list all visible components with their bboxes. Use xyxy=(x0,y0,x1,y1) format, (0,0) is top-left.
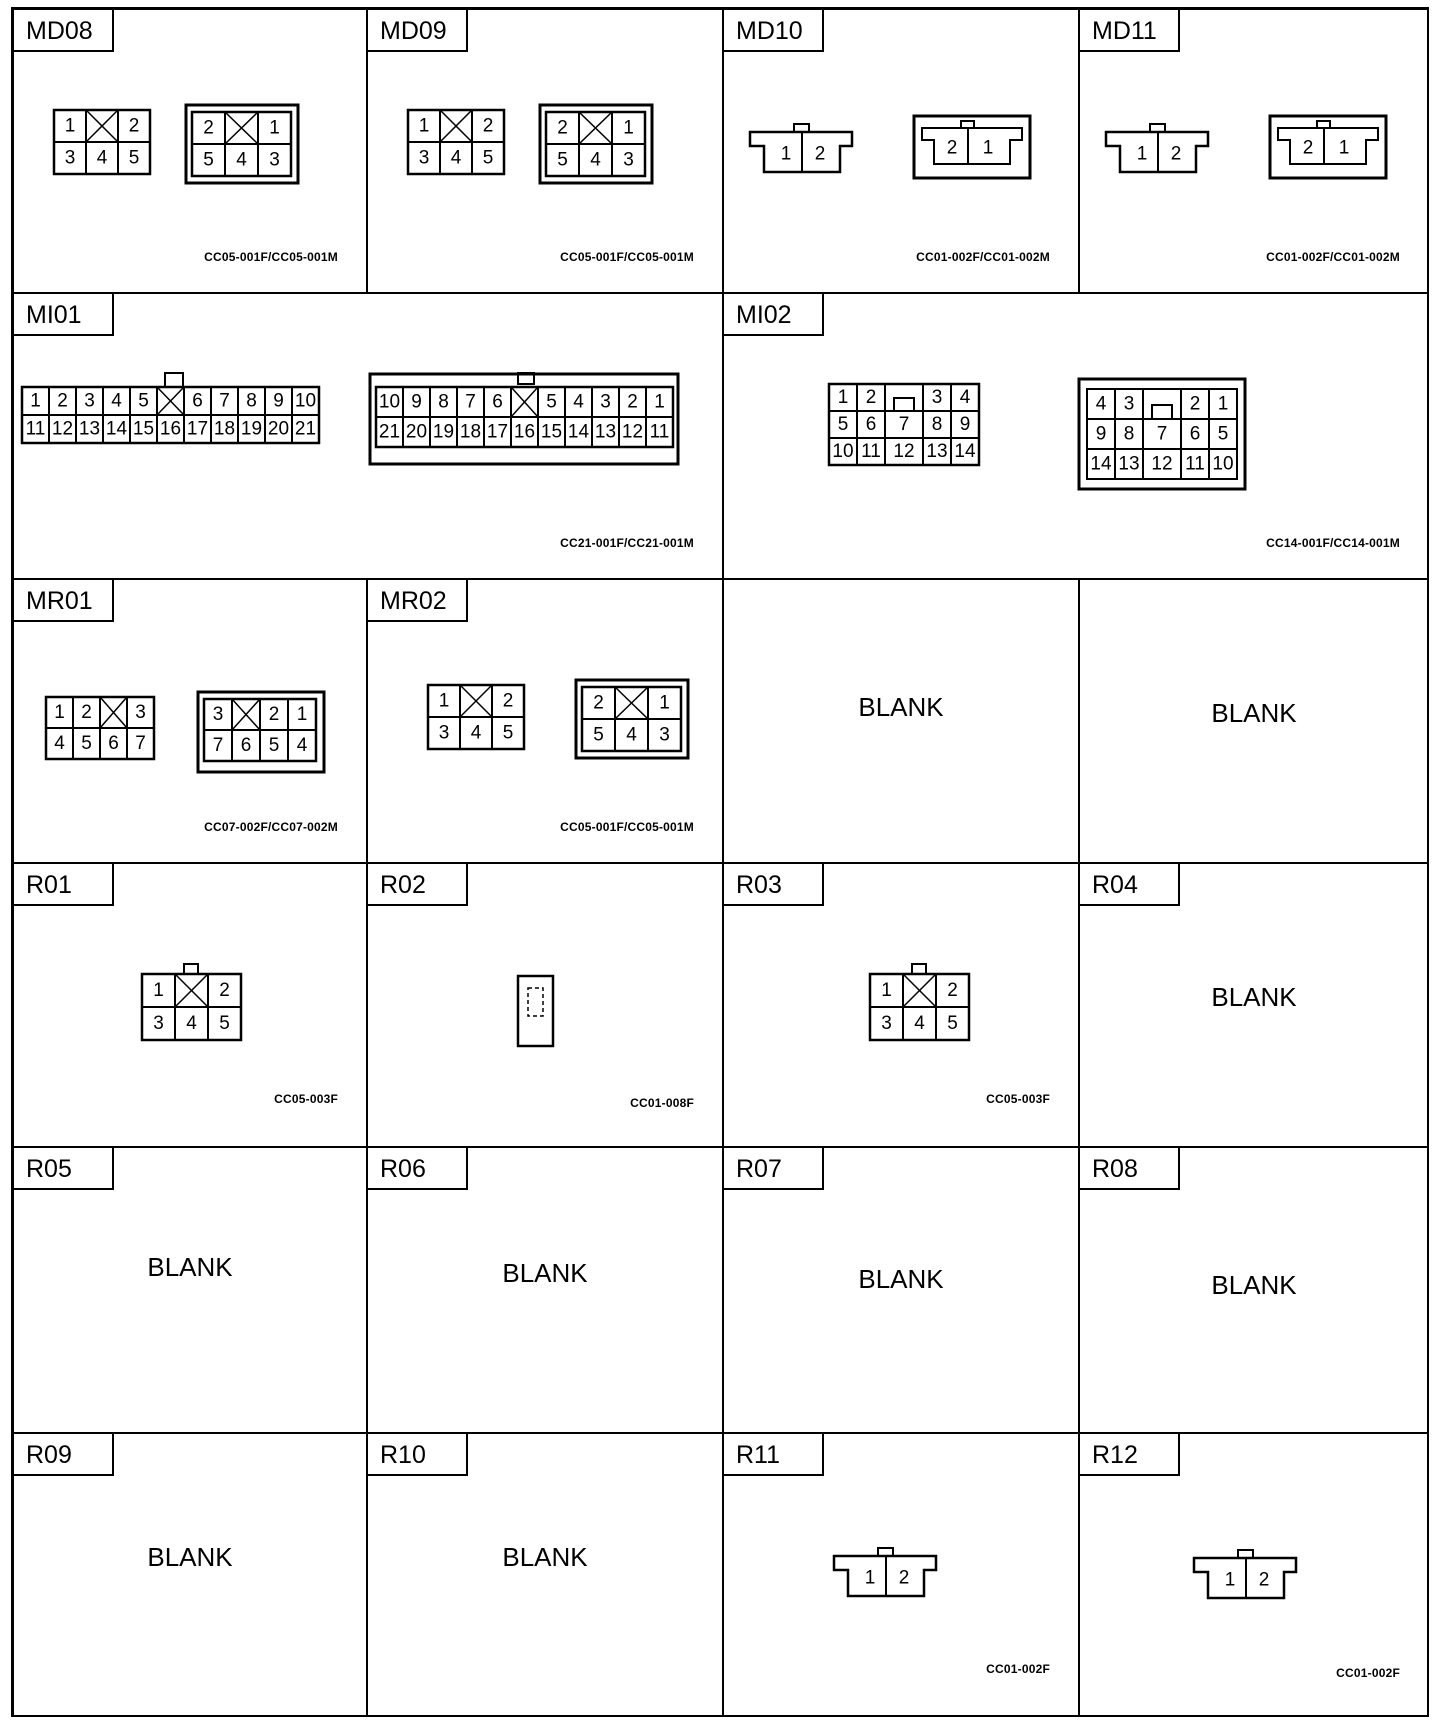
part-number: CC07-002F/CC07-002M xyxy=(204,820,338,834)
pin-number: 9 xyxy=(273,390,284,412)
pin-number: 16 xyxy=(159,418,182,440)
pin-number: 7 xyxy=(898,414,910,435)
pin-number: 7 xyxy=(212,735,224,756)
connector-id: R02 xyxy=(368,864,468,906)
pin-number: 5 xyxy=(502,722,514,744)
connector-diagram-21pin-pair xyxy=(22,374,722,494)
cell-md08 xyxy=(13,9,367,293)
cell-r03 xyxy=(723,863,1079,1147)
connector-id: R09 xyxy=(14,1434,114,1476)
pin-number: 5 xyxy=(203,149,214,171)
pin-number: 1 xyxy=(30,390,41,412)
cell-r01 xyxy=(13,863,367,1147)
pin-number: 5 xyxy=(268,735,280,756)
cell-r07 xyxy=(723,1147,1079,1433)
pin-number: 11 xyxy=(1185,453,1205,475)
cell-md11 xyxy=(1079,9,1429,293)
connector-id: MD11 xyxy=(1080,10,1180,52)
pin-number: 5 xyxy=(1217,423,1229,445)
pin-number: 5 xyxy=(128,147,140,169)
pin-number: 9 xyxy=(1095,423,1107,445)
pin-number: 8 xyxy=(438,391,449,413)
pin-number: 11 xyxy=(25,418,46,440)
pin-number: 4 xyxy=(1095,393,1107,415)
pin-number: 2 xyxy=(1189,393,1201,415)
connector-diagram-5pin-pair xyxy=(428,680,708,770)
pin-number: 5 xyxy=(81,733,92,754)
blank-label: BLANK xyxy=(1211,698,1297,728)
pin-number: 2 xyxy=(814,143,826,165)
pin-number: 21 xyxy=(378,421,401,443)
connector-id: MI02 xyxy=(724,294,824,336)
cell-r12 xyxy=(1079,1433,1429,1717)
pin-number: 3 xyxy=(64,147,76,169)
pin-number: 12 xyxy=(621,421,644,443)
blank-label: BLANK xyxy=(858,692,944,722)
pin-number: 19 xyxy=(240,418,263,440)
part-number: CC05-003F xyxy=(986,1092,1050,1106)
connector-id: MD08 xyxy=(14,10,114,52)
blank-label: BLANK xyxy=(147,1542,233,1572)
connector-id: R10 xyxy=(368,1434,468,1476)
pin-number: 3 xyxy=(212,704,224,725)
pin-number: 13 xyxy=(78,418,101,440)
pin-number: 13 xyxy=(594,421,617,443)
cell-r08 xyxy=(1079,1147,1429,1433)
pin-number: 14 xyxy=(1090,453,1112,475)
housing-outline xyxy=(922,128,1022,164)
pin-number: 3 xyxy=(931,387,943,408)
pin-number: 4 xyxy=(236,149,247,171)
cell-mi02 xyxy=(723,293,1429,579)
pin-number: 1 xyxy=(837,387,849,408)
pin-number: 3 xyxy=(84,390,95,412)
pin-number: 3 xyxy=(659,724,670,746)
pin-number: 2 xyxy=(219,980,230,1001)
blank-label: BLANK xyxy=(502,1258,588,1288)
pin-number: 4 xyxy=(296,735,308,756)
pin-number: 2 xyxy=(268,704,280,725)
latch-outline xyxy=(184,964,198,974)
latch-outline xyxy=(961,121,974,128)
part-number: CC01-002F/CC01-002M xyxy=(1266,250,1400,264)
pin-number: 3 xyxy=(418,147,430,169)
pin-number: 5 xyxy=(138,390,149,412)
connector-id: MD09 xyxy=(368,10,468,52)
pin-number: 20 xyxy=(267,418,290,440)
connector-id: R04 xyxy=(1080,864,1180,906)
pin-number: 2 xyxy=(898,1567,910,1589)
pin-number: 1 xyxy=(1224,1569,1236,1591)
pin-number: 2 xyxy=(81,702,92,723)
connector-sheet xyxy=(11,7,1429,1717)
pin-number: 5 xyxy=(593,724,604,746)
pin-number: 3 xyxy=(1123,393,1135,415)
connector-diagram-14pin-pair xyxy=(829,379,1329,509)
pin-number: 4 xyxy=(186,1013,197,1034)
part-number: CC01-002F/CC01-002M xyxy=(916,250,1050,264)
pin-number: 4 xyxy=(590,149,601,171)
cell-r11 xyxy=(723,1433,1079,1717)
connector-diagram-1pin xyxy=(516,974,576,1064)
pin-number: 17 xyxy=(186,418,209,440)
pin-number: 5 xyxy=(837,414,849,435)
connector-id: R06 xyxy=(368,1148,468,1190)
part-number: CC05-001F/CC05-001M xyxy=(560,820,694,834)
pin-number: 11 xyxy=(649,421,670,443)
pin-number: 14 xyxy=(954,441,976,462)
cell-mr01 xyxy=(13,579,367,863)
pin-number: 3 xyxy=(623,149,634,171)
blank-label: BLANK xyxy=(502,1542,588,1572)
pin-number: 20 xyxy=(405,421,428,443)
pin-number: 1 xyxy=(1217,393,1229,415)
pin-number: 4 xyxy=(626,724,637,746)
pin-number: 1 xyxy=(64,115,76,137)
cell-mi01 xyxy=(13,293,723,579)
connector-id: R05 xyxy=(14,1148,114,1190)
pin-number: 8 xyxy=(931,414,943,435)
pin-number: 8 xyxy=(1123,423,1135,445)
pin-number: 7 xyxy=(219,390,230,412)
cell-blank-1 xyxy=(723,579,1079,863)
pin-number: 7 xyxy=(465,391,476,413)
connector-id: MD10 xyxy=(724,10,824,52)
pin-number: 2 xyxy=(57,390,68,412)
pin-number: 1 xyxy=(659,692,670,714)
connector-diagram-2pin-pair xyxy=(1106,120,1406,200)
connector-diagram-2pin-pair xyxy=(750,120,1050,200)
pin-number: 2 xyxy=(593,692,604,714)
pin-number: 10 xyxy=(832,441,854,462)
key-notch xyxy=(894,398,914,411)
cell-r04 xyxy=(1079,863,1429,1147)
pin-number: 12 xyxy=(893,441,915,462)
pin-number: 13 xyxy=(1118,453,1140,475)
connector-diagram-5pin-pair xyxy=(408,105,688,195)
pin-number: 2 xyxy=(946,137,958,159)
pin-number: 1 xyxy=(438,690,450,712)
pin-number: 19 xyxy=(432,421,455,443)
pin-number: 6 xyxy=(865,414,877,435)
part-number: CC05-003F xyxy=(274,1092,338,1106)
pin-number: 2 xyxy=(502,690,514,712)
pin-number: 3 xyxy=(438,722,450,744)
pin-number: 5 xyxy=(482,147,494,169)
connector-id: MR01 xyxy=(14,580,114,622)
pin-number: 1 xyxy=(982,137,994,159)
cell-r10 xyxy=(367,1433,723,1717)
connector-id: R01 xyxy=(14,864,114,906)
pin-number: 5 xyxy=(947,1013,958,1034)
pin-number: 9 xyxy=(411,391,422,413)
blank-label: BLANK xyxy=(1211,1270,1297,1300)
pin-number: 2 xyxy=(203,117,214,139)
pin-number: 1 xyxy=(623,117,634,139)
pin-number: 10 xyxy=(1212,453,1234,475)
pin-number: 2 xyxy=(1170,143,1182,165)
part-number: CC01-008F xyxy=(630,1096,694,1110)
cell-md09 xyxy=(367,9,723,293)
pin-number: 1 xyxy=(780,143,792,165)
cell-md10 xyxy=(723,9,1079,293)
pin-number: 2 xyxy=(1258,1569,1270,1591)
pin-number: 1 xyxy=(296,704,308,725)
connector-id: MI01 xyxy=(14,294,114,336)
pin-number: 1 xyxy=(1136,143,1148,165)
pin-number: 3 xyxy=(135,702,146,723)
blank-label: BLANK xyxy=(1211,982,1297,1012)
connector-id: R12 xyxy=(1080,1434,1180,1476)
housing-outline xyxy=(1278,128,1378,164)
pin-number: 6 xyxy=(192,390,203,412)
pin-number: 16 xyxy=(513,421,536,443)
part-number: CC14-001F/CC14-001M xyxy=(1266,536,1400,550)
part-number: CC05-001F/CC05-001M xyxy=(560,250,694,264)
latch-outline xyxy=(912,964,926,974)
pin-number: 3 xyxy=(600,391,611,413)
male-shell-outline xyxy=(914,116,1030,178)
pin-number: 18 xyxy=(213,418,236,440)
blank-label: BLANK xyxy=(858,1264,944,1294)
pin-number: 5 xyxy=(557,149,568,171)
cell-r05 xyxy=(13,1147,367,1433)
pin-number: 6 xyxy=(1189,423,1201,445)
part-number: CC21-001F/CC21-001M xyxy=(560,536,694,550)
pin-number: 6 xyxy=(108,733,119,754)
pin-number: 2 xyxy=(128,115,140,137)
pin-number: 1 xyxy=(153,980,164,1001)
pin-number: 12 xyxy=(1151,453,1173,475)
pin-number: 3 xyxy=(269,149,280,171)
latch-outline xyxy=(1317,121,1330,128)
connector-id: R11 xyxy=(724,1434,824,1476)
pin-number: 14 xyxy=(567,421,590,443)
cell-mr02 xyxy=(367,579,723,863)
pin-number: 2 xyxy=(1302,137,1314,159)
connector-id: R07 xyxy=(724,1148,824,1190)
pin-number: 1 xyxy=(54,702,65,723)
part-number: CC01-002F xyxy=(986,1662,1050,1676)
connector-diagram-2pin xyxy=(1194,1546,1334,1616)
pin-number: 4 xyxy=(914,1013,925,1034)
part-number: CC01-002F xyxy=(1336,1666,1400,1680)
blank-label: BLANK xyxy=(147,1252,233,1282)
pin-number: 4 xyxy=(470,722,482,744)
pin-number: 7 xyxy=(1156,423,1168,445)
pin-number: 5 xyxy=(546,391,557,413)
connector-diagram-5pin xyxy=(142,964,262,1054)
connector-diagram-5pin-pair xyxy=(54,105,334,195)
pin-number: 15 xyxy=(540,421,563,443)
pin-number: 2 xyxy=(557,117,568,139)
pin-number: 1 xyxy=(881,980,892,1001)
pin-number: 4 xyxy=(959,387,971,408)
pin-number: 15 xyxy=(132,418,155,440)
pin-number: 3 xyxy=(153,1013,164,1034)
male-shell-outline xyxy=(1270,116,1386,178)
pin-number: 1 xyxy=(269,117,280,139)
pin-number: 2 xyxy=(865,387,877,408)
pin-number: 21 xyxy=(294,418,317,440)
pin-number: 6 xyxy=(492,391,503,413)
pin-number: 10 xyxy=(378,391,401,413)
cell-blank-2 xyxy=(1079,579,1429,863)
pin-number: 4 xyxy=(573,391,584,413)
connector-diagram-2pin xyxy=(834,1544,974,1614)
connector-id: R03 xyxy=(724,864,824,906)
pin-number: 6 xyxy=(240,735,252,756)
pin-number: 8 xyxy=(246,390,257,412)
connector-diagram-5pin xyxy=(870,964,990,1054)
pin-number: 7 xyxy=(135,733,146,754)
key-notch xyxy=(1152,405,1172,419)
pin-number: 11 xyxy=(861,441,881,462)
pin-number: 10 xyxy=(294,390,317,412)
pin-number: 2 xyxy=(482,115,494,137)
pin-number: 1 xyxy=(654,391,665,413)
pin-number: 2 xyxy=(627,391,638,413)
pin-number: 1 xyxy=(1338,137,1350,159)
cell-r09 xyxy=(13,1433,367,1717)
connector-id: MR02 xyxy=(368,580,468,622)
pin-number: 14 xyxy=(105,418,128,440)
pin-number: 12 xyxy=(51,418,74,440)
pin-number: 2 xyxy=(947,980,958,1001)
pin-number: 18 xyxy=(459,421,482,443)
pin-number: 4 xyxy=(111,390,122,412)
cell-r06 xyxy=(367,1147,723,1433)
connector-diagram-7pin-pair xyxy=(46,692,356,792)
pin-number: 1 xyxy=(864,1567,876,1589)
pin-number: 13 xyxy=(926,441,948,462)
pin-number: 4 xyxy=(54,733,65,754)
cell-r02 xyxy=(367,863,723,1147)
pin-number: 5 xyxy=(219,1013,230,1034)
pin-number: 4 xyxy=(96,147,108,169)
pin-number: 3 xyxy=(881,1013,892,1034)
latch-outline xyxy=(165,373,183,387)
pin-number: 9 xyxy=(959,414,971,435)
pin-number: 1 xyxy=(418,115,430,137)
pin-number: 17 xyxy=(486,421,509,443)
connector-id: R08 xyxy=(1080,1148,1180,1190)
part-number: CC05-001F/CC05-001M xyxy=(204,250,338,264)
pin-number: 4 xyxy=(450,147,462,169)
